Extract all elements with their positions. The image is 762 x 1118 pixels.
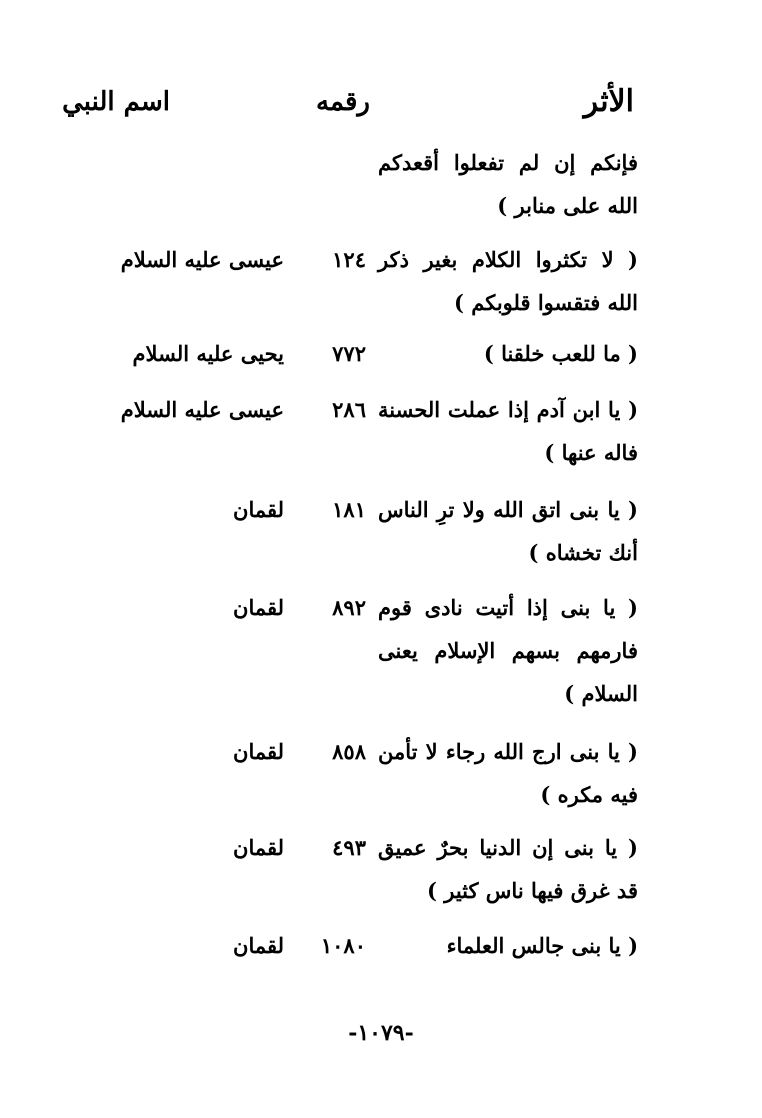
entry-number: ٤٩٣: [332, 835, 366, 860]
entry-prophet-name: عيسى عليه السلام: [120, 247, 284, 272]
entry-number: ٢٨٦: [332, 397, 366, 422]
entry-text: ( يا بنى ارج الله رجاء لا تأمن فيه مكره ): [378, 739, 638, 807]
header-athar: الأثر: [583, 84, 634, 119]
entry-text: فإنكم إن لم تفعلوا أقعدكم الله على منابر ): [378, 150, 638, 218]
entry-number: ١٢٤: [332, 247, 366, 272]
entry-prophet-name: لقمان: [233, 933, 284, 958]
entry-prophet-name: يحيى عليه السلام: [132, 341, 284, 366]
entry-number: ٨٥٨: [332, 739, 366, 764]
entry-text: ( يا بنى إذا أتيت نادى قوم فارمهم بسهم الإسلام يعنى السلام ): [378, 595, 638, 706]
entry-text: ( يا بنى جالس العلماء: [446, 933, 638, 958]
entry-number: ٧٧٢: [332, 341, 366, 366]
entry-text: ( يا ابن آدم إذا عملت الحسنة فاله عنها ): [378, 397, 638, 465]
page-number: -١٠٧٩-: [348, 1020, 414, 1046]
entry-prophet-name: عيسى عليه السلام: [120, 397, 284, 422]
entry-prophet-name: لقمان: [233, 739, 284, 764]
entry-text: ( ما للعب خلقنا ): [483, 341, 638, 366]
header-prophet-name: اسم النبي: [62, 87, 170, 117]
entry-prophet-name: لقمان: [233, 497, 284, 522]
entry-number: ١٨١: [332, 497, 366, 522]
entry-text: ( لا تكثروا الكلام بغير ذكر الله فتقسوا قلوبكم ): [378, 247, 638, 315]
entry-number: ١٠٨٠: [320, 933, 366, 958]
entry-prophet-name: لقمان: [233, 835, 284, 860]
entry-text: ( يا بنى إن الدنيا بحرٌ عميق قد غرق فيها ناس كثير ): [378, 835, 638, 903]
entry-prophet-name: لقمان: [233, 595, 284, 620]
entry-number: ٨٩٢: [332, 595, 366, 620]
header-raqm: رقمه: [316, 87, 370, 117]
entry-text: ( يا بنى اتق الله ولا ترِ الناس أنك تخشاه ): [378, 497, 638, 565]
